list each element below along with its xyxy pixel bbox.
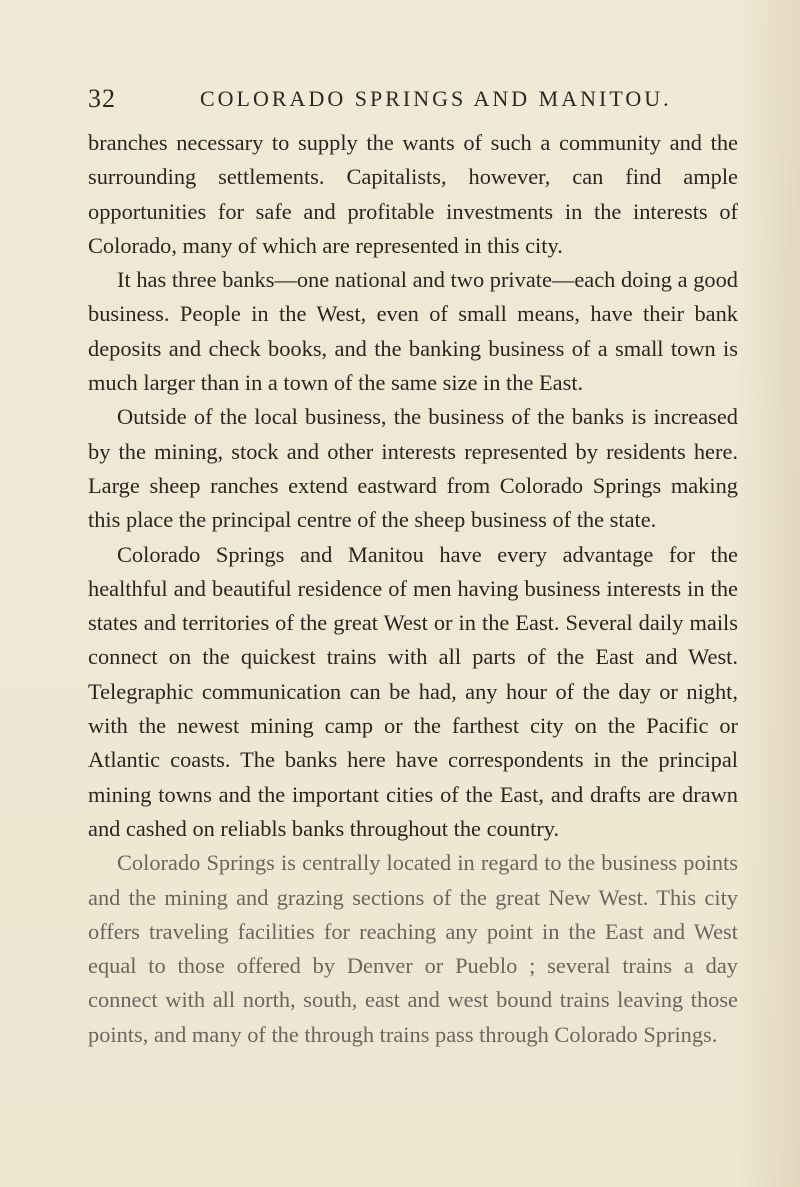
paragraph-2: It has three banks—one national and two private—each doing a good business. People in the West, even of small means, have their bank deposits and check books, and the banking business of a small town is much larger than in a town of the same size in the East.	[88, 267, 738, 396]
running-title: COLORADO SPRINGS AND MANITOU.	[200, 86, 672, 111]
page-number: 32	[88, 84, 116, 113]
paragraph-5: Colorado Springs is centrally located in regard to the business points and the mining and grazing sections of the great New West. This city offers traveling facilities for reaching any point in the East and West equal to those offered by Denver or Pueblo ; several trains a day connect with all north, south, east and west bound trains leaving those points, and many of the through trains pass through Colorado Springs.	[88, 850, 738, 1047]
body-text	[88, 126, 738, 1052]
paragraph-3: Outside of the local business, the business of the banks is increased by the mining, stock and other interests represented by residents here. Large sheep ranches extend eastward from Colorado Springs making this place the principal centre of the sheep business of the state.	[88, 404, 738, 533]
paragraph-4: Colorado Springs and Manitou have every advantage for the healthful and beautiful residence of men having business interests in the states and territories of the great West or in the East. Several daily mails connect on the quickest trains with all parts of the East and West. Telegraphic communication can be had, any hour of the day or night, with the newest mining camp or the farthest city on the Pacific or Atlantic coasts. The banks here have correspondents in the principal mining towns and the important cities of the East, and drafts are drawn and cashed on reliabls banks throughout the country.	[88, 541, 738, 841]
paragraph-1: branches necessary to supply the wants of such a community and the surrounding settlements. Capitalists, however, can find ample opportunities for safe and profitable investments in the interests of Colorado, many of which are represented in this city.	[88, 130, 738, 258]
page-header	[88, 84, 748, 120]
